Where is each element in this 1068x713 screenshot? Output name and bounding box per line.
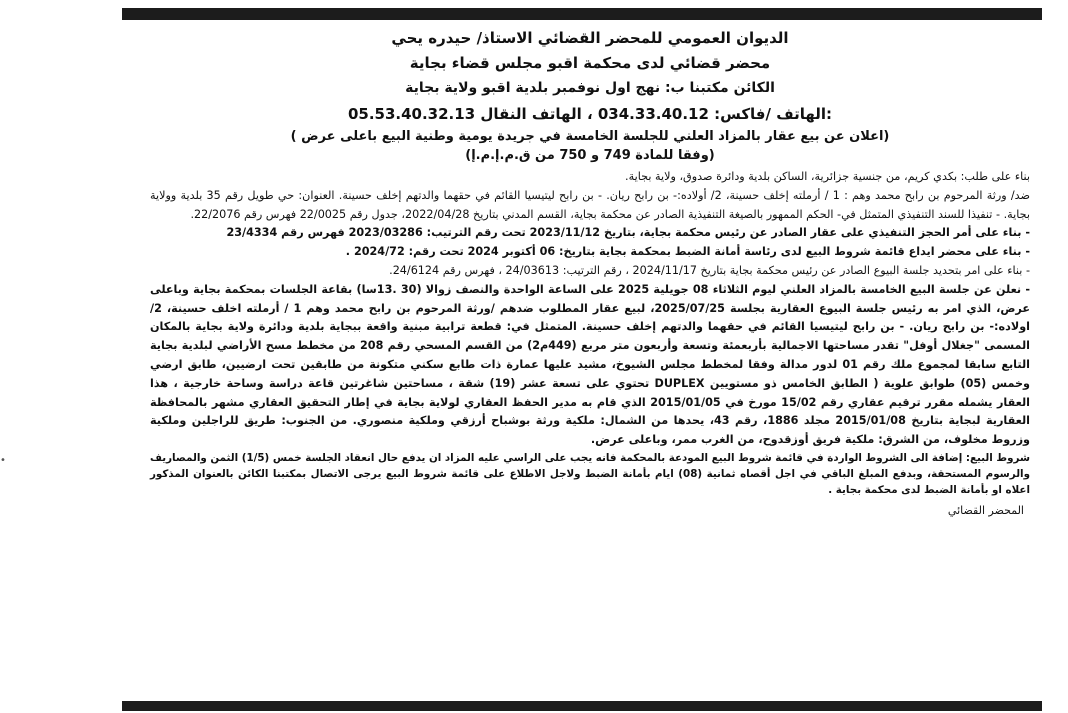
respondents-paragraph: ضد/ ورثة المرحوم بن رابح محمد وهم : 1 / أرملته إخلف حسينة، 2/ أولاده:- بن رابح ريان. - بن رابح ليتيسيا القائم في حقهما والدتهم إخلف حسينة. العنوان: حي طويل رقم 35 بلدية وولاية بجاية. - تنفيذا للسند التنفيذي المتمثل في- الحكم الممهور بالصيغة التنفيذية الصادر عن محكمة بجاية، القسم المدني بتاريخ 2022/04/28، جدول رقم 22/0025 فهرس رقم 22/2076. <box>150 188 1030 221</box>
announcement-legal-basis: (وفقا للمادة 749 و 750 من ق.م.إ.م.إ) <box>465 148 715 163</box>
office-phone: :الهاتف /فاكس: 034.33.40.12 ، الهاتف النقال 05.53.40.32.13 <box>347 105 833 123</box>
deposit-paragraph: - بناء على محضر ايداع قائمة شروط البيع لدى رئاسة أمانة الضبط بمحكمة بجاية بتاريخ: 06 أكتوبر 2024 تحت رقم: 2024/72 . <box>345 245 1030 259</box>
announcement-title: (اعلان عن بيع عقار بالمزاد العلني للجلسة الخامسة في جريدة يومية وطنية البيع باعلى عرض ) <box>290 129 890 144</box>
requester-paragraph: بناء على طلب: بكدي كريم، من جنسية جزائرية، الساكن بلدية ودائرة صدوق، ولاية بجاية. <box>625 170 1030 183</box>
scan-bottom-border <box>122 701 1042 711</box>
office-court: محضر قضائي لدى محكمة اقبو مجلس قضاء بجاية <box>409 54 771 72</box>
office-name: الديوان العمومي للمحضر القضائي الاستاذ/ حيدره يحي <box>391 29 789 47</box>
scan-edge-mark: • <box>0 455 6 466</box>
sale-announcement-paragraph: - نعلن عن جلسة البيع الخامسة بالمزاد العلني ليوم الثلاثاء 08 جويلية 2025 على الساعة الواحدة والنصف زوالا (30 .13سا) بقاعة الجلسات بمحكمة بجاية وباعلى عرض، الذي امر به رئيس جلسة البيوع العقارية بجلسة 2025/07/25، لبيع عقار المطلوب ضدهم /ورثة المرحوم بن رابح محمد وهم 1 / أرملته اخلف حسينة، 2/ اولاده:- بن رابح ريان. - بن رابح ليتيسيا القائم في حقهما والدتهم إخلف حسينة. المتمثل في: قطعة ترابية مبنية واقعة ببجاية بلدية ودائرة ولاية بجاية بالمكان المسمى "جغلال أوفل" تقدر مساحتها الاجمالية بأربعمئة وتسعة وأربعون متر مربع (449م2) من القسم المسحي رقم 208 من مخطط مسح الأراضي لبلدية بجاية التابع سابقا لمجموع ملك رقم 01 لدور مدالة وفقا لمخطط مجلس الشيوخ، مشيد عليها عمارة ذات طابع سكني متكونة من طابقين تحت ارضيين، طابق ارضي وخمس (05) طوابق علوية ( الطابق الخامس ذو مستويين DUPLEX تحتوي على تسعة عشر (19) شقة ، مساحتين شاغرتين قاعة دراسة وساحة خارجية ، هذا العقار يشمله مقرر ترقيم عقاري رقم 15/02 مورخ في 2015/01/05 الذي قام به مدير الحفظ العقاري لولاية بجاية في إطار التحقيق العقاري مشهر بالمحافظة العقارية لبجاية بتاريخ 2015/01/08 مجلد 1886، رقم 43، يحدها من الشمال: ملكية ورثة بوشباح أرزقي وملكية منصوري. من الجنوب: طريق للراجلين وملكية وزروط مخلوف، من الشرق: ملكية فريق أوزقدوح، من الغرب ممر، وباعلى عرض. <box>150 282 1031 447</box>
notice-body <box>150 168 1030 498</box>
sale-conditions-paragraph: شروط البيع: إضافة الى الشروط الواردة في قائمة شروط البيع المودعة بالمحكمة فانه يجب على الراسي عليه المزاد ان يدفع حال انعقاد الجلسة خمس (1/5) الثمن والمصاريف والرسوم المستحقة، وبدفع المبلغ الباقي في اجل أقصاه ثمانية (08) ايام بأمانة الضبط ولاجل الاطلاع على قائمة شروط البيع يرجى الاتصال بمكتبنا الكائن بالعنوان المذكور اعلاه او بأمانة الضبط لدى محكمة بجاية . <box>150 451 1030 496</box>
seizure-order-paragraph: - بناء على أمر الحجز التنفيذي على عقار الصادر عن رئيس محكمة بجاية، بتاريخ 2023/11/12 تحت رقم الترتيب: 2023/03286 فهرس رقم 23/4334 <box>226 226 1030 240</box>
session-order-paragraph: - بناء على امر بتحديد جلسة البيوع الصادر عن رئيس محكمة بجاية بتاريخ 2024/11/17 ، رقم الترتيب: 24/03613 ، فهرس رقم 24/6124. <box>389 263 1030 277</box>
legal-notice-document <box>150 26 1030 698</box>
signature-label: المحضر القضائي <box>947 503 1024 517</box>
office-address: الكائن مكتبنا ب: نهج اول نوفمبر بلدية اقبو ولاية بجاية <box>405 80 775 96</box>
scan-top-border <box>122 8 1042 20</box>
